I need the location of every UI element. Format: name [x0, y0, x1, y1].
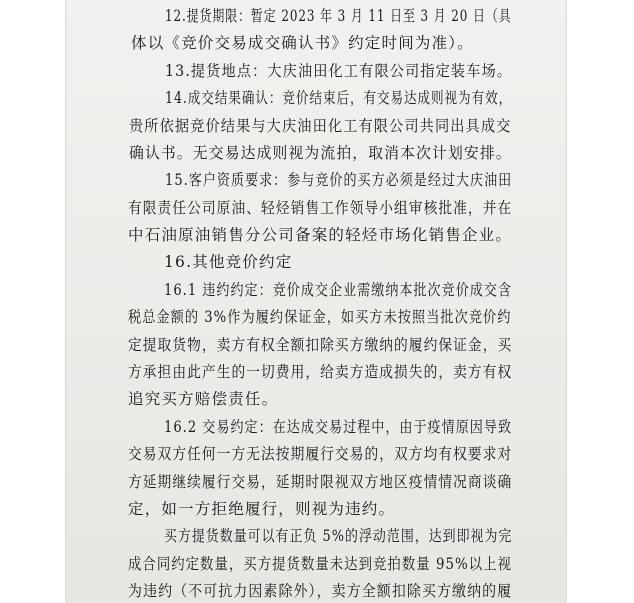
text-line: 为违约（不可抗力因素除外），卖方全额扣除买方缴纳的履 [128, 582, 513, 600]
text-line: 15.客户资质要求：参与竞价的买方必须是经过大庆油田 [165, 171, 513, 190]
text-line: 定提取货物，卖方有权全额扣除买方缴纳的履约保证金，买 [128, 335, 513, 354]
text-line: 16.1 违约约定：竞价成交企业需缴纳本批次竞价成交含 [164, 280, 513, 299]
text-line: 16.2 交易约定：在达成交易过程中，由于疫情原因导致 [164, 417, 513, 436]
text-line: 方延期继续履行交易，延期时限视双方地区疫情情况商谈确 [128, 472, 513, 491]
text-line: 有限责任公司原油、轻烃销售工作领导小组审核批准，并在 [128, 198, 513, 217]
text-line: 12.提货期限：暂定 2023 年 3 月 11 日至 3 月 20 日（具 [165, 7, 512, 25]
text-line: 14.成交结果确认：竞价结束后，有交易达成则视为有效， [165, 89, 513, 108]
text-line: 方承担由此产生的一切费用，给卖方造成损失的，卖方有权 [128, 363, 513, 381]
text-line: 买方提货数量可以有正负 5%的浮动范围，达到即视为完 [164, 527, 513, 546]
text-line: 13.提货地点：大庆油田化工有限公司指定装车场。 [165, 61, 513, 80]
text-line: 体以《竞价交易成交确认书》约定时间为准）。 [131, 34, 474, 53]
text-line: 定，如一方拒绝履行，则视为违约。 [128, 499, 396, 518]
text-line: 中石油原油销售分公司备案的轻烃市场化销售企业。 [128, 226, 513, 244]
text-line: 成合同约定数量，买方提货数量未达到竞拍数量 95%以上视 [128, 554, 513, 573]
text-line: 贵所依据竞价结果与大庆油田化工有限公司共同出具成交 [129, 116, 512, 135]
text-line: 追究买方赔偿责任。 [128, 390, 279, 409]
text-line: 确认书。无交易达成则视为流拍，取消本次计划安排。 [129, 143, 512, 162]
section-heading: 16.其他竞价约定 [164, 253, 293, 272]
text-line: 交易双方任何一方无法按期履行交易的，双方均有权要求对 [128, 445, 513, 464]
text-line: 税总金额的 3%作为履约保证金，如买方未按照当批次竞价约 [128, 308, 512, 327]
